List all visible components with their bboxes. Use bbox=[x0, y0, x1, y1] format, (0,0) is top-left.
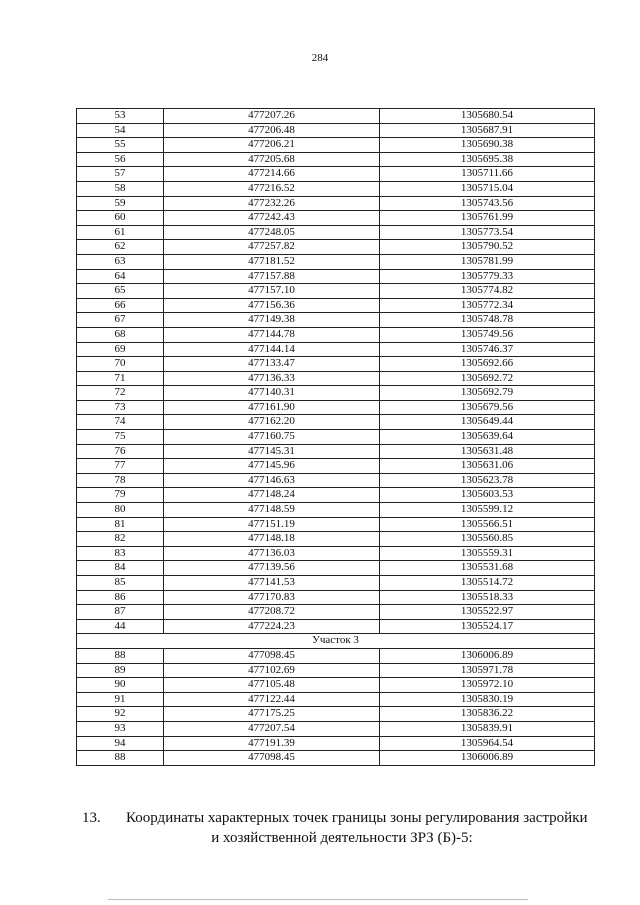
table-row bbox=[77, 473, 595, 488]
x-coordinate-cell: 477139.56 bbox=[164, 561, 380, 576]
bottom-rule bbox=[108, 899, 528, 900]
x-coordinate-cell: 477098.45 bbox=[164, 648, 380, 663]
y-coordinate-cell: 1305518.33 bbox=[380, 590, 595, 605]
x-coordinate-cell: 477175.25 bbox=[164, 707, 380, 722]
y-coordinate-cell: 1305631.06 bbox=[380, 459, 595, 474]
table-row bbox=[77, 254, 595, 269]
table-row bbox=[77, 327, 595, 342]
table-row bbox=[77, 430, 595, 445]
x-coordinate-cell: 477149.38 bbox=[164, 313, 380, 328]
table-row bbox=[77, 648, 595, 663]
y-coordinate-cell: 1305603.53 bbox=[380, 488, 595, 503]
table-row bbox=[77, 707, 595, 722]
table-row bbox=[77, 751, 595, 766]
point-number-cell: 88 bbox=[77, 648, 164, 663]
point-number-cell: 65 bbox=[77, 284, 164, 299]
x-coordinate-cell: 477098.45 bbox=[164, 751, 380, 766]
point-number-cell: 53 bbox=[77, 109, 164, 124]
x-coordinate-cell: 477145.96 bbox=[164, 459, 380, 474]
y-coordinate-cell: 1305514.72 bbox=[380, 576, 595, 591]
table-row bbox=[77, 663, 595, 678]
y-coordinate-cell: 1306006.89 bbox=[380, 751, 595, 766]
point-number-cell: 68 bbox=[77, 327, 164, 342]
y-coordinate-cell: 1305748.78 bbox=[380, 313, 595, 328]
table-row bbox=[77, 546, 595, 561]
point-number-cell: 80 bbox=[77, 503, 164, 518]
y-coordinate-cell: 1305631.48 bbox=[380, 444, 595, 459]
x-coordinate-cell: 477160.75 bbox=[164, 430, 380, 445]
point-number-cell: 58 bbox=[77, 181, 164, 196]
point-number-cell: 83 bbox=[77, 546, 164, 561]
y-coordinate-cell: 1305560.85 bbox=[380, 532, 595, 547]
x-coordinate-cell: 477148.24 bbox=[164, 488, 380, 503]
table-row bbox=[77, 181, 595, 196]
point-number-cell: 69 bbox=[77, 342, 164, 357]
y-coordinate-cell: 1305687.91 bbox=[380, 123, 595, 138]
x-coordinate-cell: 477144.78 bbox=[164, 327, 380, 342]
table-row bbox=[77, 503, 595, 518]
y-coordinate-cell: 1305836.22 bbox=[380, 707, 595, 722]
point-number-cell: 81 bbox=[77, 517, 164, 532]
coordinates-table-body bbox=[77, 109, 595, 766]
x-coordinate-cell: 477191.39 bbox=[164, 736, 380, 751]
table-row bbox=[77, 284, 595, 299]
point-number-cell: 71 bbox=[77, 371, 164, 386]
table-row bbox=[77, 444, 595, 459]
y-coordinate-cell: 1305524.17 bbox=[380, 619, 595, 634]
x-coordinate-cell: 477205.68 bbox=[164, 152, 380, 167]
point-number-cell: 66 bbox=[77, 298, 164, 313]
point-number-cell: 70 bbox=[77, 357, 164, 372]
table-row bbox=[77, 240, 595, 255]
point-number-cell: 86 bbox=[77, 590, 164, 605]
point-number-cell: 63 bbox=[77, 254, 164, 269]
x-coordinate-cell: 477206.48 bbox=[164, 123, 380, 138]
paragraph-number: 13. bbox=[82, 810, 101, 826]
table-row bbox=[77, 678, 595, 693]
point-number-cell: 56 bbox=[77, 152, 164, 167]
x-coordinate-cell: 477145.31 bbox=[164, 444, 380, 459]
y-coordinate-cell: 1305695.38 bbox=[380, 152, 595, 167]
x-coordinate-cell: 477207.54 bbox=[164, 721, 380, 736]
point-number-cell: 67 bbox=[77, 313, 164, 328]
x-coordinate-cell: 477216.52 bbox=[164, 181, 380, 196]
page-number: 284 bbox=[311, 52, 329, 64]
y-coordinate-cell: 1305971.78 bbox=[380, 663, 595, 678]
x-coordinate-cell: 477105.48 bbox=[164, 678, 380, 693]
y-coordinate-cell: 1305522.97 bbox=[380, 605, 595, 620]
point-number-cell: 73 bbox=[77, 400, 164, 415]
y-coordinate-cell: 1305749.56 bbox=[380, 327, 595, 342]
point-number-cell: 72 bbox=[77, 386, 164, 401]
point-number-cell: 59 bbox=[77, 196, 164, 211]
table-row bbox=[77, 123, 595, 138]
y-coordinate-cell: 1305772.34 bbox=[380, 298, 595, 313]
y-coordinate-cell: 1305790.52 bbox=[380, 240, 595, 255]
x-coordinate-cell: 477257.82 bbox=[164, 240, 380, 255]
x-coordinate-cell: 477181.52 bbox=[164, 254, 380, 269]
y-coordinate-cell: 1305531.68 bbox=[380, 561, 595, 576]
x-coordinate-cell: 477102.69 bbox=[164, 663, 380, 678]
y-coordinate-cell: 1305715.04 bbox=[380, 181, 595, 196]
table-row bbox=[77, 576, 595, 591]
x-coordinate-cell: 477232.26 bbox=[164, 196, 380, 211]
point-number-cell: 44 bbox=[77, 619, 164, 634]
table-row bbox=[77, 459, 595, 474]
table-row bbox=[77, 357, 595, 372]
y-coordinate-cell: 1305773.54 bbox=[380, 225, 595, 240]
paragraph-text-line1: Координаты характерных точек границы зоны регулирования застройки bbox=[126, 810, 588, 826]
table-row bbox=[77, 605, 595, 620]
y-coordinate-cell: 1305649.44 bbox=[380, 415, 595, 430]
table-row bbox=[77, 721, 595, 736]
y-coordinate-cell: 1306006.89 bbox=[380, 648, 595, 663]
y-coordinate-cell: 1305746.37 bbox=[380, 342, 595, 357]
y-coordinate-cell: 1305839.91 bbox=[380, 721, 595, 736]
point-number-cell: 64 bbox=[77, 269, 164, 284]
point-number-cell: 55 bbox=[77, 138, 164, 153]
table-row bbox=[77, 415, 595, 430]
x-coordinate-cell: 477208.72 bbox=[164, 605, 380, 620]
y-coordinate-cell: 1305779.33 bbox=[380, 269, 595, 284]
y-coordinate-cell: 1305692.79 bbox=[380, 386, 595, 401]
table-row bbox=[77, 400, 595, 415]
x-coordinate-cell: 477151.19 bbox=[164, 517, 380, 532]
table-row bbox=[77, 196, 595, 211]
table-row bbox=[77, 517, 595, 532]
y-coordinate-cell: 1305639.64 bbox=[380, 430, 595, 445]
x-coordinate-cell: 477162.20 bbox=[164, 415, 380, 430]
y-coordinate-cell: 1305972.10 bbox=[380, 678, 595, 693]
y-coordinate-cell: 1305566.51 bbox=[380, 517, 595, 532]
coordinates-table bbox=[76, 108, 595, 766]
y-coordinate-cell: 1305559.31 bbox=[380, 546, 595, 561]
table-row bbox=[77, 692, 595, 707]
y-coordinate-cell: 1305774.82 bbox=[380, 284, 595, 299]
point-number-cell: 91 bbox=[77, 692, 164, 707]
point-number-cell: 88 bbox=[77, 751, 164, 766]
paragraph-text-line2: и хозяйственной деятельности ЗРЗ (Б)-5: bbox=[211, 830, 473, 846]
point-number-cell: 76 bbox=[77, 444, 164, 459]
point-number-cell: 74 bbox=[77, 415, 164, 430]
table-row bbox=[77, 736, 595, 751]
point-number-cell: 60 bbox=[77, 211, 164, 226]
x-coordinate-cell: 477136.33 bbox=[164, 371, 380, 386]
section-title: Участок 3 bbox=[77, 634, 595, 649]
point-number-cell: 75 bbox=[77, 430, 164, 445]
x-coordinate-cell: 477144.14 bbox=[164, 342, 380, 357]
table-row bbox=[77, 590, 595, 605]
point-number-cell: 93 bbox=[77, 721, 164, 736]
point-number-cell: 79 bbox=[77, 488, 164, 503]
table-row bbox=[77, 211, 595, 226]
table-row bbox=[77, 269, 595, 284]
x-coordinate-cell: 477206.21 bbox=[164, 138, 380, 153]
x-coordinate-cell: 477146.63 bbox=[164, 473, 380, 488]
y-coordinate-cell: 1305761.99 bbox=[380, 211, 595, 226]
point-number-cell: 54 bbox=[77, 123, 164, 138]
y-coordinate-cell: 1305680.54 bbox=[380, 109, 595, 124]
point-number-cell: 90 bbox=[77, 678, 164, 693]
table-row bbox=[77, 298, 595, 313]
x-coordinate-cell: 477156.36 bbox=[164, 298, 380, 313]
point-number-cell: 92 bbox=[77, 707, 164, 722]
x-coordinate-cell: 477148.59 bbox=[164, 503, 380, 518]
x-coordinate-cell: 477148.18 bbox=[164, 532, 380, 547]
y-coordinate-cell: 1305690.38 bbox=[380, 138, 595, 153]
table-row bbox=[77, 313, 595, 328]
x-coordinate-cell: 477224.23 bbox=[164, 619, 380, 634]
y-coordinate-cell: 1305599.12 bbox=[380, 503, 595, 518]
x-coordinate-cell: 477122.44 bbox=[164, 692, 380, 707]
x-coordinate-cell: 477133.47 bbox=[164, 357, 380, 372]
x-coordinate-cell: 477248.05 bbox=[164, 225, 380, 240]
table-row bbox=[77, 152, 595, 167]
x-coordinate-cell: 477141.53 bbox=[164, 576, 380, 591]
y-coordinate-cell: 1305743.56 bbox=[380, 196, 595, 211]
x-coordinate-cell: 477214.66 bbox=[164, 167, 380, 182]
table-row bbox=[77, 386, 595, 401]
point-number-cell: 84 bbox=[77, 561, 164, 576]
x-coordinate-cell: 477140.31 bbox=[164, 386, 380, 401]
point-number-cell: 62 bbox=[77, 240, 164, 255]
y-coordinate-cell: 1305692.72 bbox=[380, 371, 595, 386]
x-coordinate-cell: 477161.90 bbox=[164, 400, 380, 415]
point-number-cell: 77 bbox=[77, 459, 164, 474]
x-coordinate-cell: 477170.83 bbox=[164, 590, 380, 605]
y-coordinate-cell: 1305679.56 bbox=[380, 400, 595, 415]
table-row bbox=[77, 138, 595, 153]
table-row bbox=[77, 167, 595, 182]
point-number-cell: 57 bbox=[77, 167, 164, 182]
x-coordinate-cell: 477207.26 bbox=[164, 109, 380, 124]
x-coordinate-cell: 477136.03 bbox=[164, 546, 380, 561]
point-number-cell: 87 bbox=[77, 605, 164, 620]
x-coordinate-cell: 477242.43 bbox=[164, 211, 380, 226]
x-coordinate-cell: 477157.10 bbox=[164, 284, 380, 299]
table-row bbox=[77, 109, 595, 124]
y-coordinate-cell: 1305781.99 bbox=[380, 254, 595, 269]
point-number-cell: 78 bbox=[77, 473, 164, 488]
point-number-cell: 94 bbox=[77, 736, 164, 751]
table-row bbox=[77, 225, 595, 240]
y-coordinate-cell: 1305711.66 bbox=[380, 167, 595, 182]
point-number-cell: 89 bbox=[77, 663, 164, 678]
table-row bbox=[77, 371, 595, 386]
table-row bbox=[77, 342, 595, 357]
y-coordinate-cell: 1305692.66 bbox=[380, 357, 595, 372]
y-coordinate-cell: 1305623.78 bbox=[380, 473, 595, 488]
table-row bbox=[77, 488, 595, 503]
table-row bbox=[77, 619, 595, 634]
table-row bbox=[77, 532, 595, 547]
table-row bbox=[77, 561, 595, 576]
y-coordinate-cell: 1305964.54 bbox=[380, 736, 595, 751]
point-number-cell: 82 bbox=[77, 532, 164, 547]
x-coordinate-cell: 477157.88 bbox=[164, 269, 380, 284]
point-number-cell: 61 bbox=[77, 225, 164, 240]
section-header-row bbox=[77, 634, 595, 649]
point-number-cell: 85 bbox=[77, 576, 164, 591]
y-coordinate-cell: 1305830.19 bbox=[380, 692, 595, 707]
